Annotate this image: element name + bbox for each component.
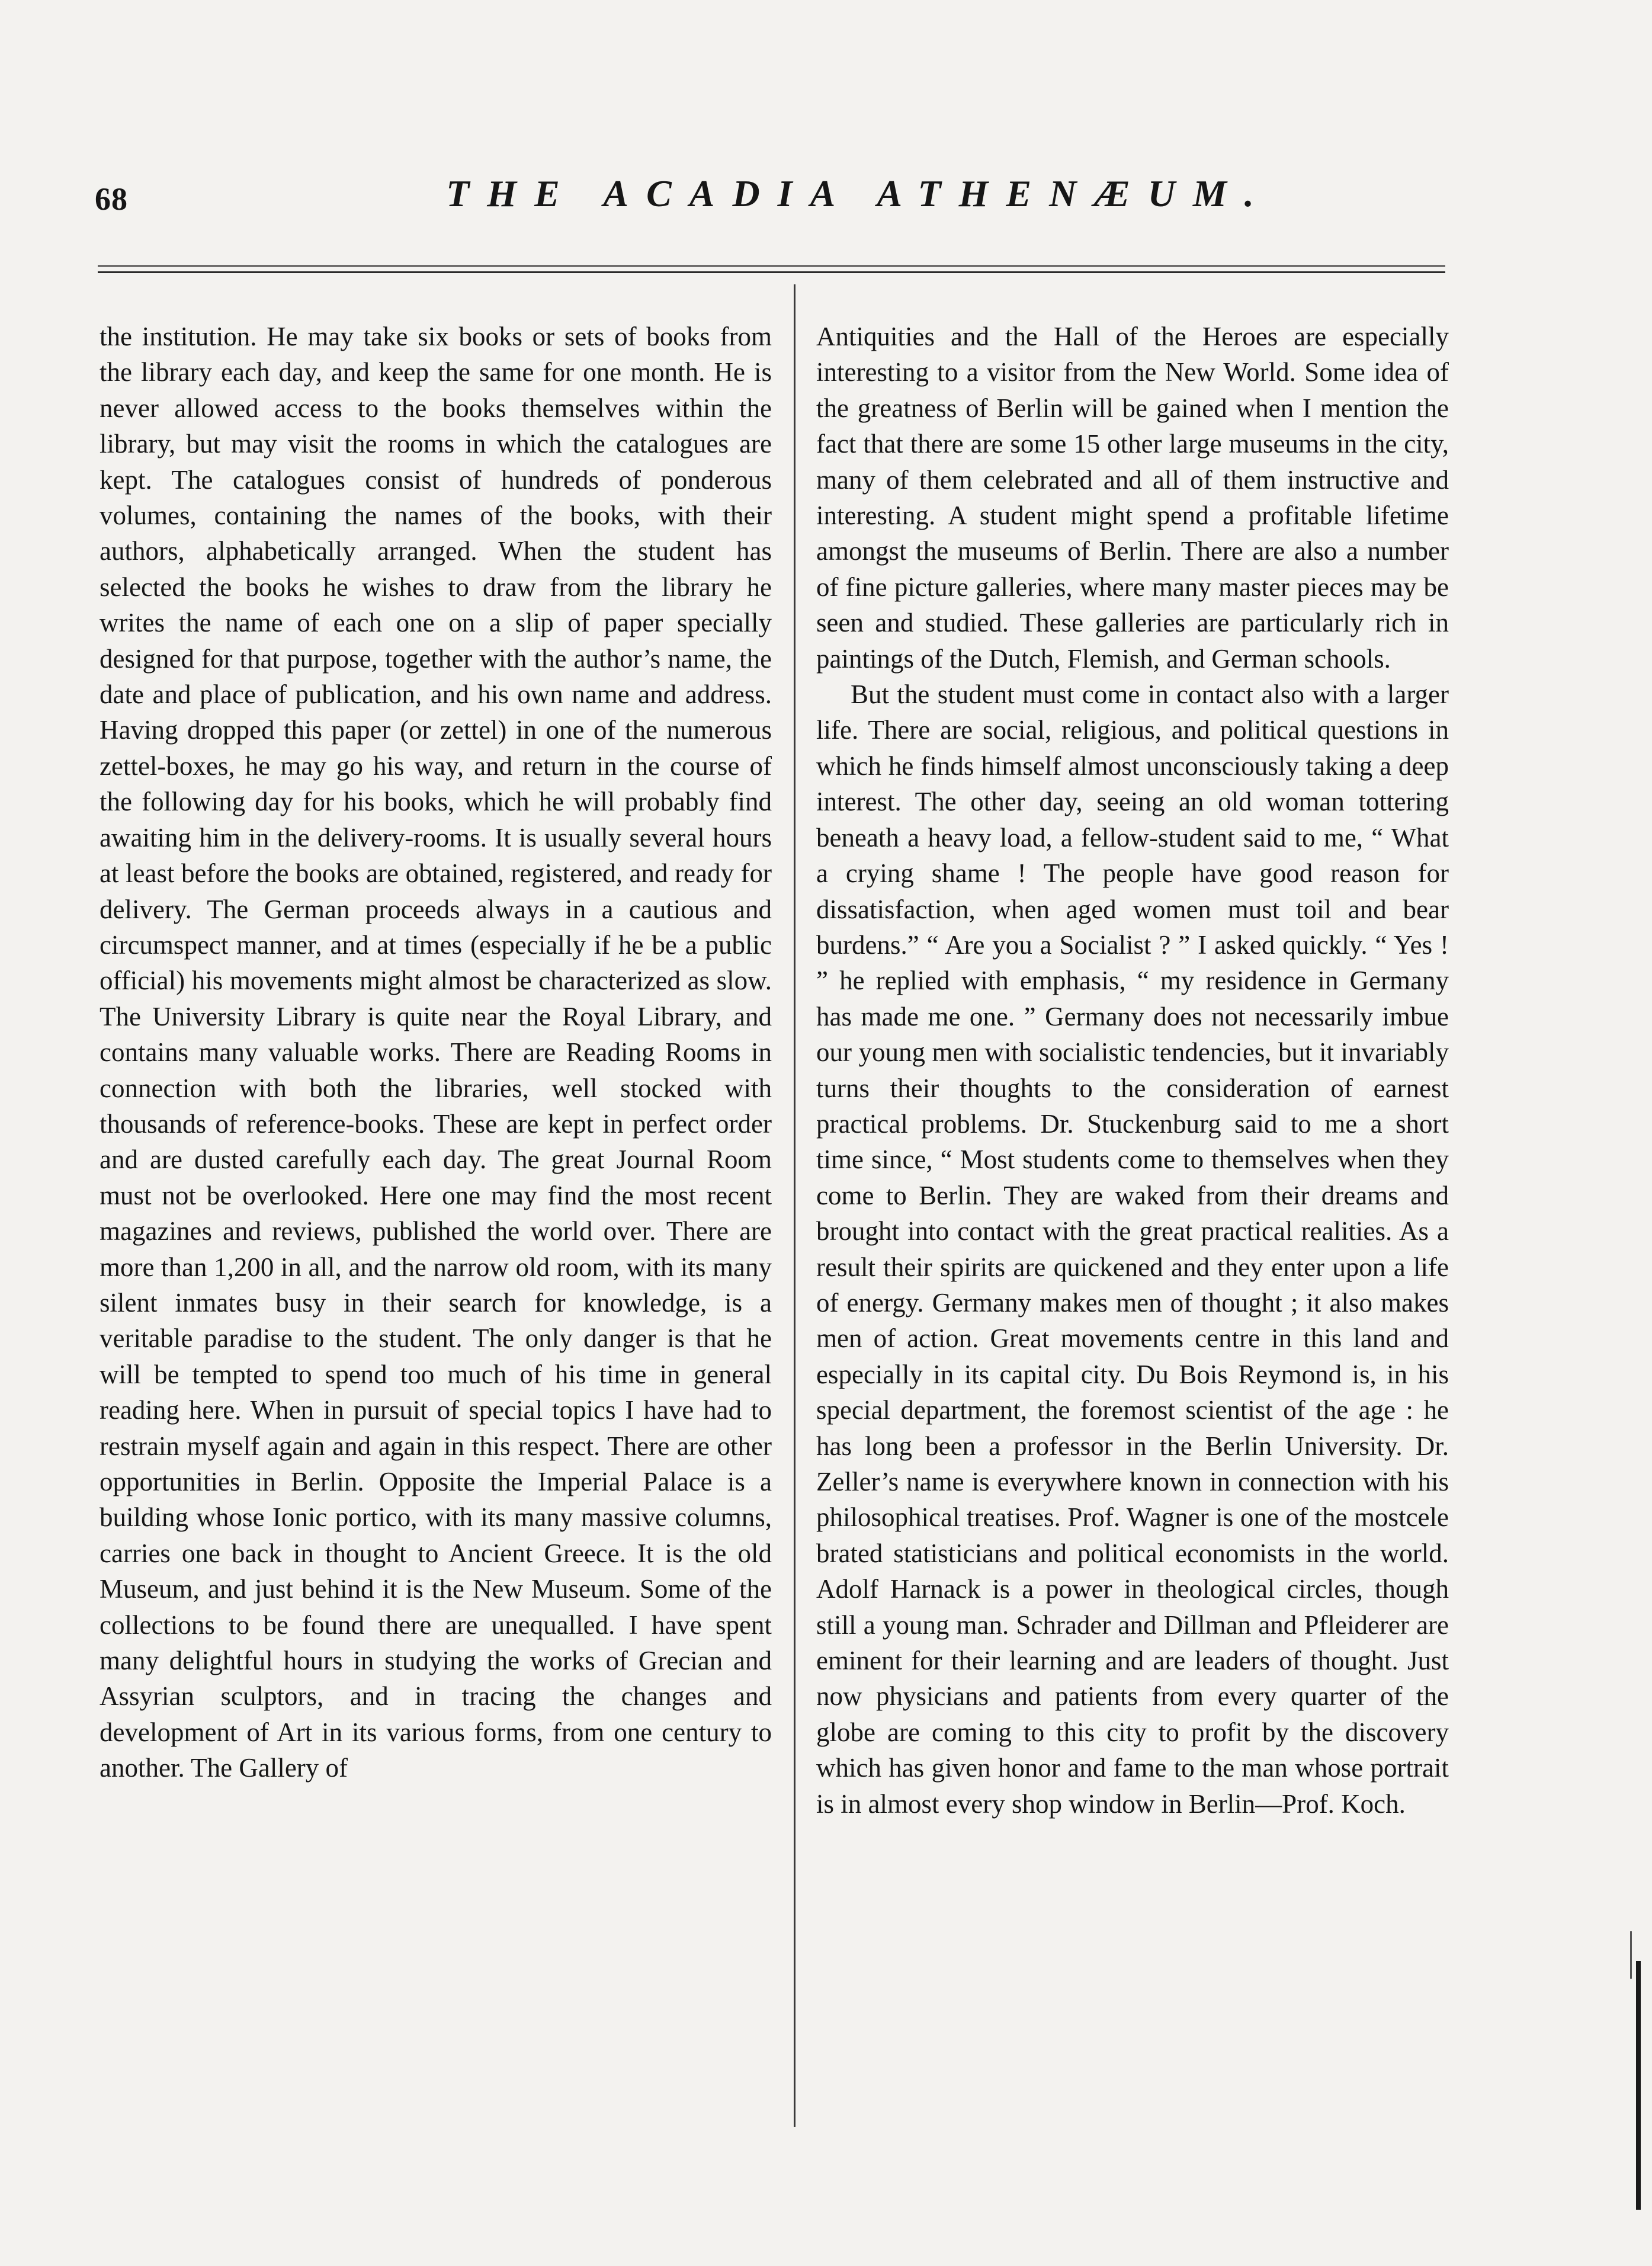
right-paragraph-2: But the student must come in contact also with a larger life. There are social, religious, and political questions in which he finds himself almost unconsciously taking a deep interest. The other day, seeing an old woman tottering beneath a heavy load, a fellow-student said to me, “ What a crying shame ! The people have good reason for dissatisfaction, when aged women must toil and bear burdens.” “ Are you a Socialist ? ” I asked quickly. “ Yes ! ” he replied with emphasis, “ my residence in Germany has made me one. ” Germany does not necessarily imbue our young men with socialistic tendencies, but it invariably turns their thoughts to the consideration of earnest practical problems. Dr. Stuckenburg said to me a short time since, “ Most students come to themselves when they come to Berlin. They are waked from their dreams and brought into contact with the great practical realities. As a result their spirits are quickened and they enter upon a life of energy. Germany makes men of thought ; it also makes men of action. Great movements centre in this land and especially in its capital city. Du Bois Reymond is, in his special department, the foremost scientist of the age : he has long been a professor in the Berlin University. Dr. Zeller’s name is everywhere known in connection with his philosophical treatises. Prof. Wagner is one of the mostcele brated statisticians and political economists in the world. Adolf Harnack is a power in theological circles, though still a young man. Schrader and Dillman and Pfleiderer are eminent for their learning and are leaders of thought. Just now physicians and patients from every quarter of the globe are coming to this city to profit by the discovery which has given honor and fame to the man whose portrait is in almost every shop window in Berlin—Prof. Koch. [816, 680, 1449, 1819]
page-number: 68 [95, 181, 128, 217]
right-paragraph-1: Antiquities and the Hall of the Heroes are especially interesting to a visitor from the New World. Some idea of the greatness of Berlin will be gained when I mention the fact that there are some 15 other large museums in the city, many of them celebrated and all of them instructive and interesting. A student might spend a profitable lifetime amongst the museums of Berlin. There are also a number of fine picture galleries, where many master pieces may be seen and studied. These galleries are particularly rich in paintings of the Dutch, Flemish, and German schools. [816, 322, 1449, 674]
scan-edge-mark [1630, 1931, 1632, 1979]
scan-edge-bar [1636, 1961, 1641, 2210]
header-rule-double [98, 271, 1445, 273]
column-divider [794, 284, 795, 2127]
left-paragraph-1: the institution. He may take six books or sets of books from the library each day, and keep the same for one month. He is never allowed access to the books themselves within the library, but may visit the rooms in which the catalogues are kept. The catalogues consist of hundreds of ponderous volumes, containing the names of the books, with their authors, alphabetically arranged. When the student has selected the books he wishes to draw from the library he writes the name of each one on a slip of paper specially designed for that purpose, together with the author’s name, the date and place of publication, and his own name and address. Having dropped this paper (or zettel) in one of the numerous zettel-boxes, he may go his way, and return in the course of the following day for his books, which he will probably find awaiting him in the delivery-rooms. It is usually several hours at least before the books are obtained, registered, and ready for delivery. The German proceeds always in a cautious and circumspect manner, and at times (especially if he be a public official) his movements might almost be characterized as slow. The University Library is quite near the Royal Library, and contains many valuable works. There are Reading Rooms in connection with both the libraries, well stocked with thousands of reference-books. These are kept in perfect order and are dusted carefully each day. The great Journal Room must not be overlooked. Here one may find the most recent magazines and reviews, published the world over. There are more than 1,200 in all, and the narrow old room, with its many silent inmates busy in their search for knowledge, is a veritable paradise to the student. The only danger is that he will be tempted to spend too much of his time in general reading here. When in pursuit of special topics I have had to restrain myself again and again in this respect. There are other opportunities in Berlin. Opposite the Imperial Palace is a building whose Ionic portico, with its many massive columns, carries one back in thought to Ancient Greece. It is the old Museum, and just behind it is the New Museum. Some of the collections to be found there are unequalled. I have spent many delightful hours in studying the works of Grecian and Assyrian sculptors, and in tracing the changes and development of Art in its various forms, from one century to another. The Gallery of [100, 322, 772, 1783]
right-column [816, 319, 1449, 1822]
header-rule [98, 265, 1445, 267]
left-column [100, 319, 772, 1786]
running-title: THE ACADIA ATHENÆUM. [446, 172, 1272, 214]
